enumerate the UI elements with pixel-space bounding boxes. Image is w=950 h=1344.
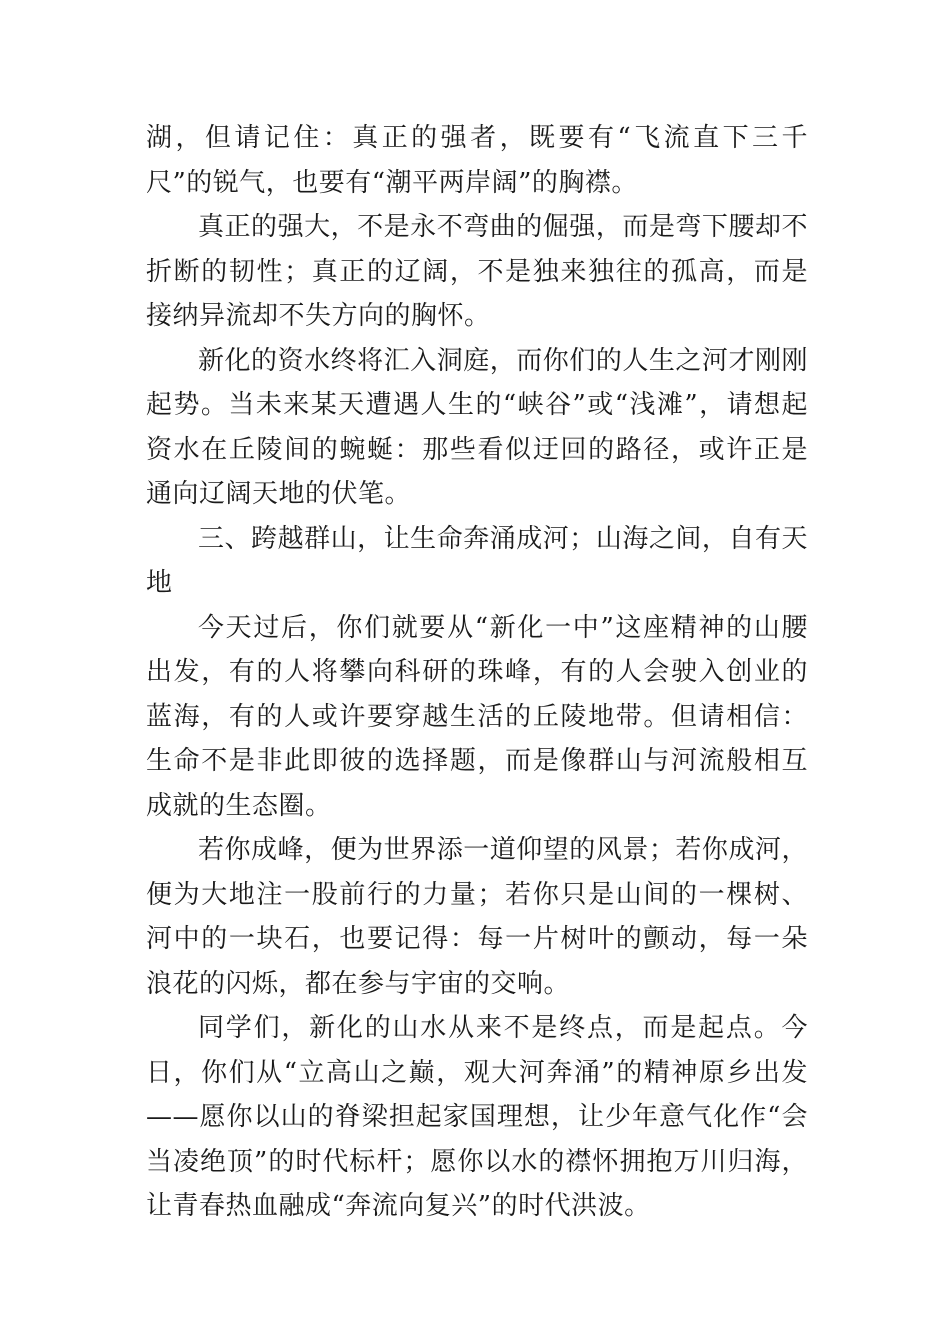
paragraph-3: 新化的资水终将汇入洞庭，而你们的人生之河才刚刚起势。当未来某天遭遇人生的“峡谷”或“浅滩”，请想起资水在丘陵间的蜿蜒：那些看似迂回的路径，或许正是通向辽阔天地的伏笔。 <box>146 345 808 509</box>
section-heading-3: 三、跨越群山，让生命奔涌成河；山海之间，自有天地 <box>146 523 808 598</box>
paragraph-5: 若你成峰，便为世界添一道仰望的风景；若你成河，便为大地注一股前行的力量；若你只是山间的一棵树、河中的一块石，也要记得：每一片树叶的颤动，每一朵浪花的闪烁，都在参与宇宙的交响。 <box>146 835 808 999</box>
paragraph-6: 同学们，新化的山水从来不是终点，而是起点。今日，你们从“立高山之巅，观大河奔涌”的精神原乡出发——愿你以山的脊梁担起家国理想，让少年意气化作“会当凌绝顶”的时代标杆；愿你以水的襟怀拥抱万川归海，让青春热血融成“奔流向复兴”的时代洪波。 <box>146 1013 808 1221</box>
document-body <box>146 116 808 1229</box>
paragraph-4: 今天过后，你们就要从“新化一中”这座精神的山腰出发，有的人将攀向科研的珠峰，有的人会驶入创业的蓝海，有的人或许要穿越生活的丘陵地带。但请相信：生命不是非此即彼的选择题，而是像群山与河流般相互成就的生态圈。 <box>146 612 808 821</box>
paragraph-1: 湖，但请记住：真正的强者，既要有“飞流直下三千尺”的锐气，也要有“潮平两岸阔”的胸襟。 <box>146 123 808 198</box>
paragraph-2: 真正的强大，不是永不弯曲的倔强，而是弯下腰却不折断的韧性；真正的辽阔，不是独来独往的孤高，而是接纳异流却不失方向的胸怀。 <box>146 212 808 331</box>
